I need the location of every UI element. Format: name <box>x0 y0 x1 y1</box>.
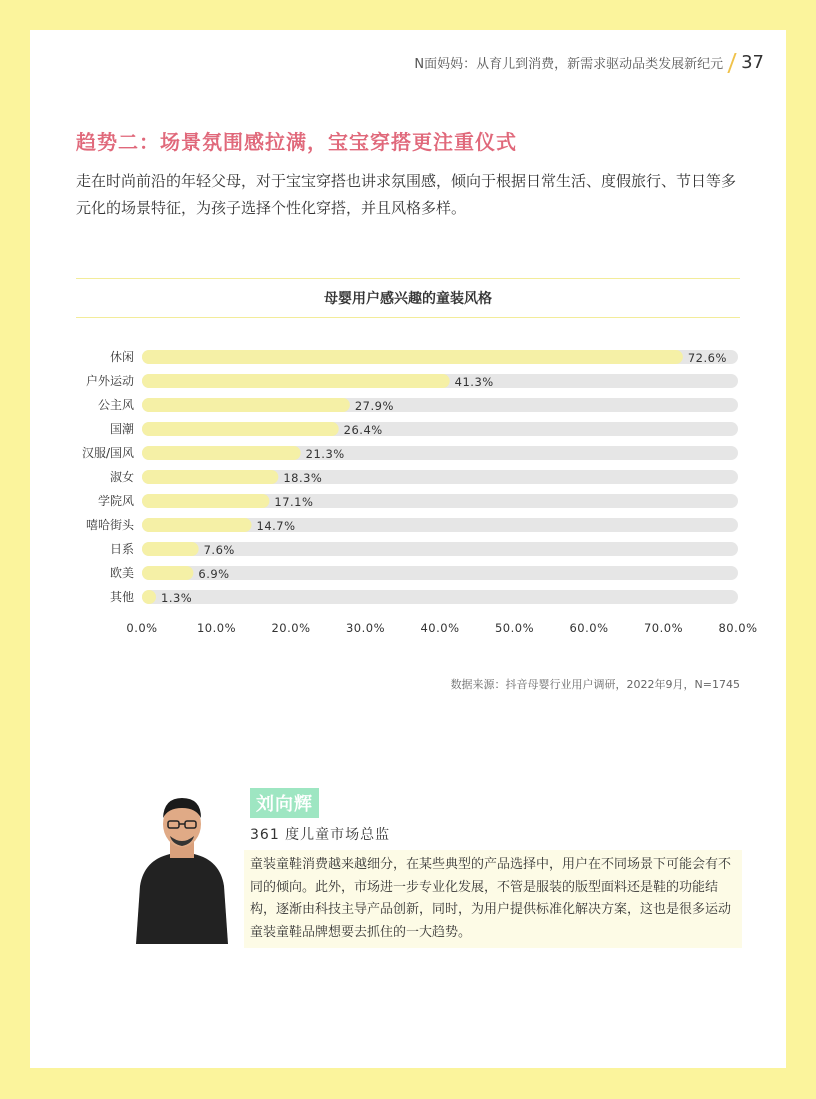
category-label: 其他 <box>109 590 134 604</box>
bar <box>142 494 269 508</box>
category-label: 嘻哈街头 <box>85 518 134 532</box>
report-page <box>30 30 786 1068</box>
x-tick-label: 80.0% <box>718 621 758 635</box>
value-label: 72.6% <box>687 351 727 365</box>
x-tick-label: 30.0% <box>345 621 386 635</box>
x-tick-label: 10.0% <box>196 621 237 635</box>
category-label: 国潮 <box>109 422 134 436</box>
bar <box>142 350 683 364</box>
expert-name: 刘向辉 <box>250 788 319 818</box>
x-tick-label: 0.0% <box>126 621 158 635</box>
expert-portrait <box>130 786 234 944</box>
page-number: 37 <box>741 52 764 73</box>
section-intro: 走在时尚前沿的年轻父母，对于宝宝穿搭也讲求氛围感，倾向于根据日常生活、度假旅行、节日等多元化的场景特征，为孩子选择个性化穿搭，并且风格多样。 <box>76 172 737 217</box>
bar <box>142 566 193 580</box>
bar <box>142 542 199 556</box>
bar <box>142 398 350 412</box>
bar-chart <box>30 30 786 650</box>
value-label: 1.3% <box>161 591 193 605</box>
value-label: 7.6% <box>203 543 235 557</box>
x-tick-label: 50.0% <box>494 621 535 635</box>
category-label: 欧美 <box>109 566 134 580</box>
bar-track <box>142 566 738 580</box>
x-tick-label: 20.0% <box>271 621 311 635</box>
category-label: 学院风 <box>97 494 134 508</box>
category-label: 日系 <box>109 542 134 556</box>
value-label: 27.9% <box>354 399 394 413</box>
section-title: 趋势二：场景氛围感拉满，宝宝穿搭更注重仪式 <box>76 130 517 154</box>
header-title: N面妈妈：从育儿到消费，新需求驱动品类发展新纪元 <box>414 57 724 72</box>
category-label: 汉服/国风 <box>81 446 134 460</box>
category-label: 公主风 <box>97 398 134 412</box>
value-label: 26.4% <box>343 423 383 437</box>
category-label: 淑女 <box>109 470 134 484</box>
data-source: 数据来源：抖音母婴行业用户调研，2022年9月，N=1745 <box>450 678 740 691</box>
chart-title: 母婴用户感兴趣的童装风格 <box>324 291 492 307</box>
value-label: 14.7% <box>256 519 296 533</box>
value-label: 41.3% <box>454 375 494 389</box>
category-label: 户外运动 <box>85 374 134 388</box>
bar <box>142 374 450 388</box>
category-label: 休闲 <box>109 350 134 364</box>
expert-role: 361 度儿童市场总监 <box>250 827 391 843</box>
bar <box>142 446 301 460</box>
x-tick-label: 40.0% <box>420 621 460 635</box>
expert-quote: 童装童鞋消费越来越细分，在某些典型的产品选择中，用户在不同场景下可能会有不同的倾向。此外，市场进一步专业化发展，不管是服装的版型面料还是鞋的功能结构，逐渐由科技主导产品创新，同时，为用户提供标准化解决方案，这也是很多运动童装童鞋品牌想要去抓住的一大趋势。 <box>244 850 742 948</box>
x-tick-label: 60.0% <box>569 621 609 635</box>
bar-track <box>142 590 738 604</box>
bar <box>142 590 156 604</box>
value-label: 21.3% <box>305 447 345 461</box>
x-tick-label: 70.0% <box>643 621 684 635</box>
value-label: 17.1% <box>274 495 314 509</box>
bar <box>142 470 278 484</box>
value-label: 6.9% <box>198 567 230 581</box>
bar <box>142 518 252 532</box>
value-label: 18.3% <box>283 471 323 485</box>
bar <box>142 422 339 436</box>
